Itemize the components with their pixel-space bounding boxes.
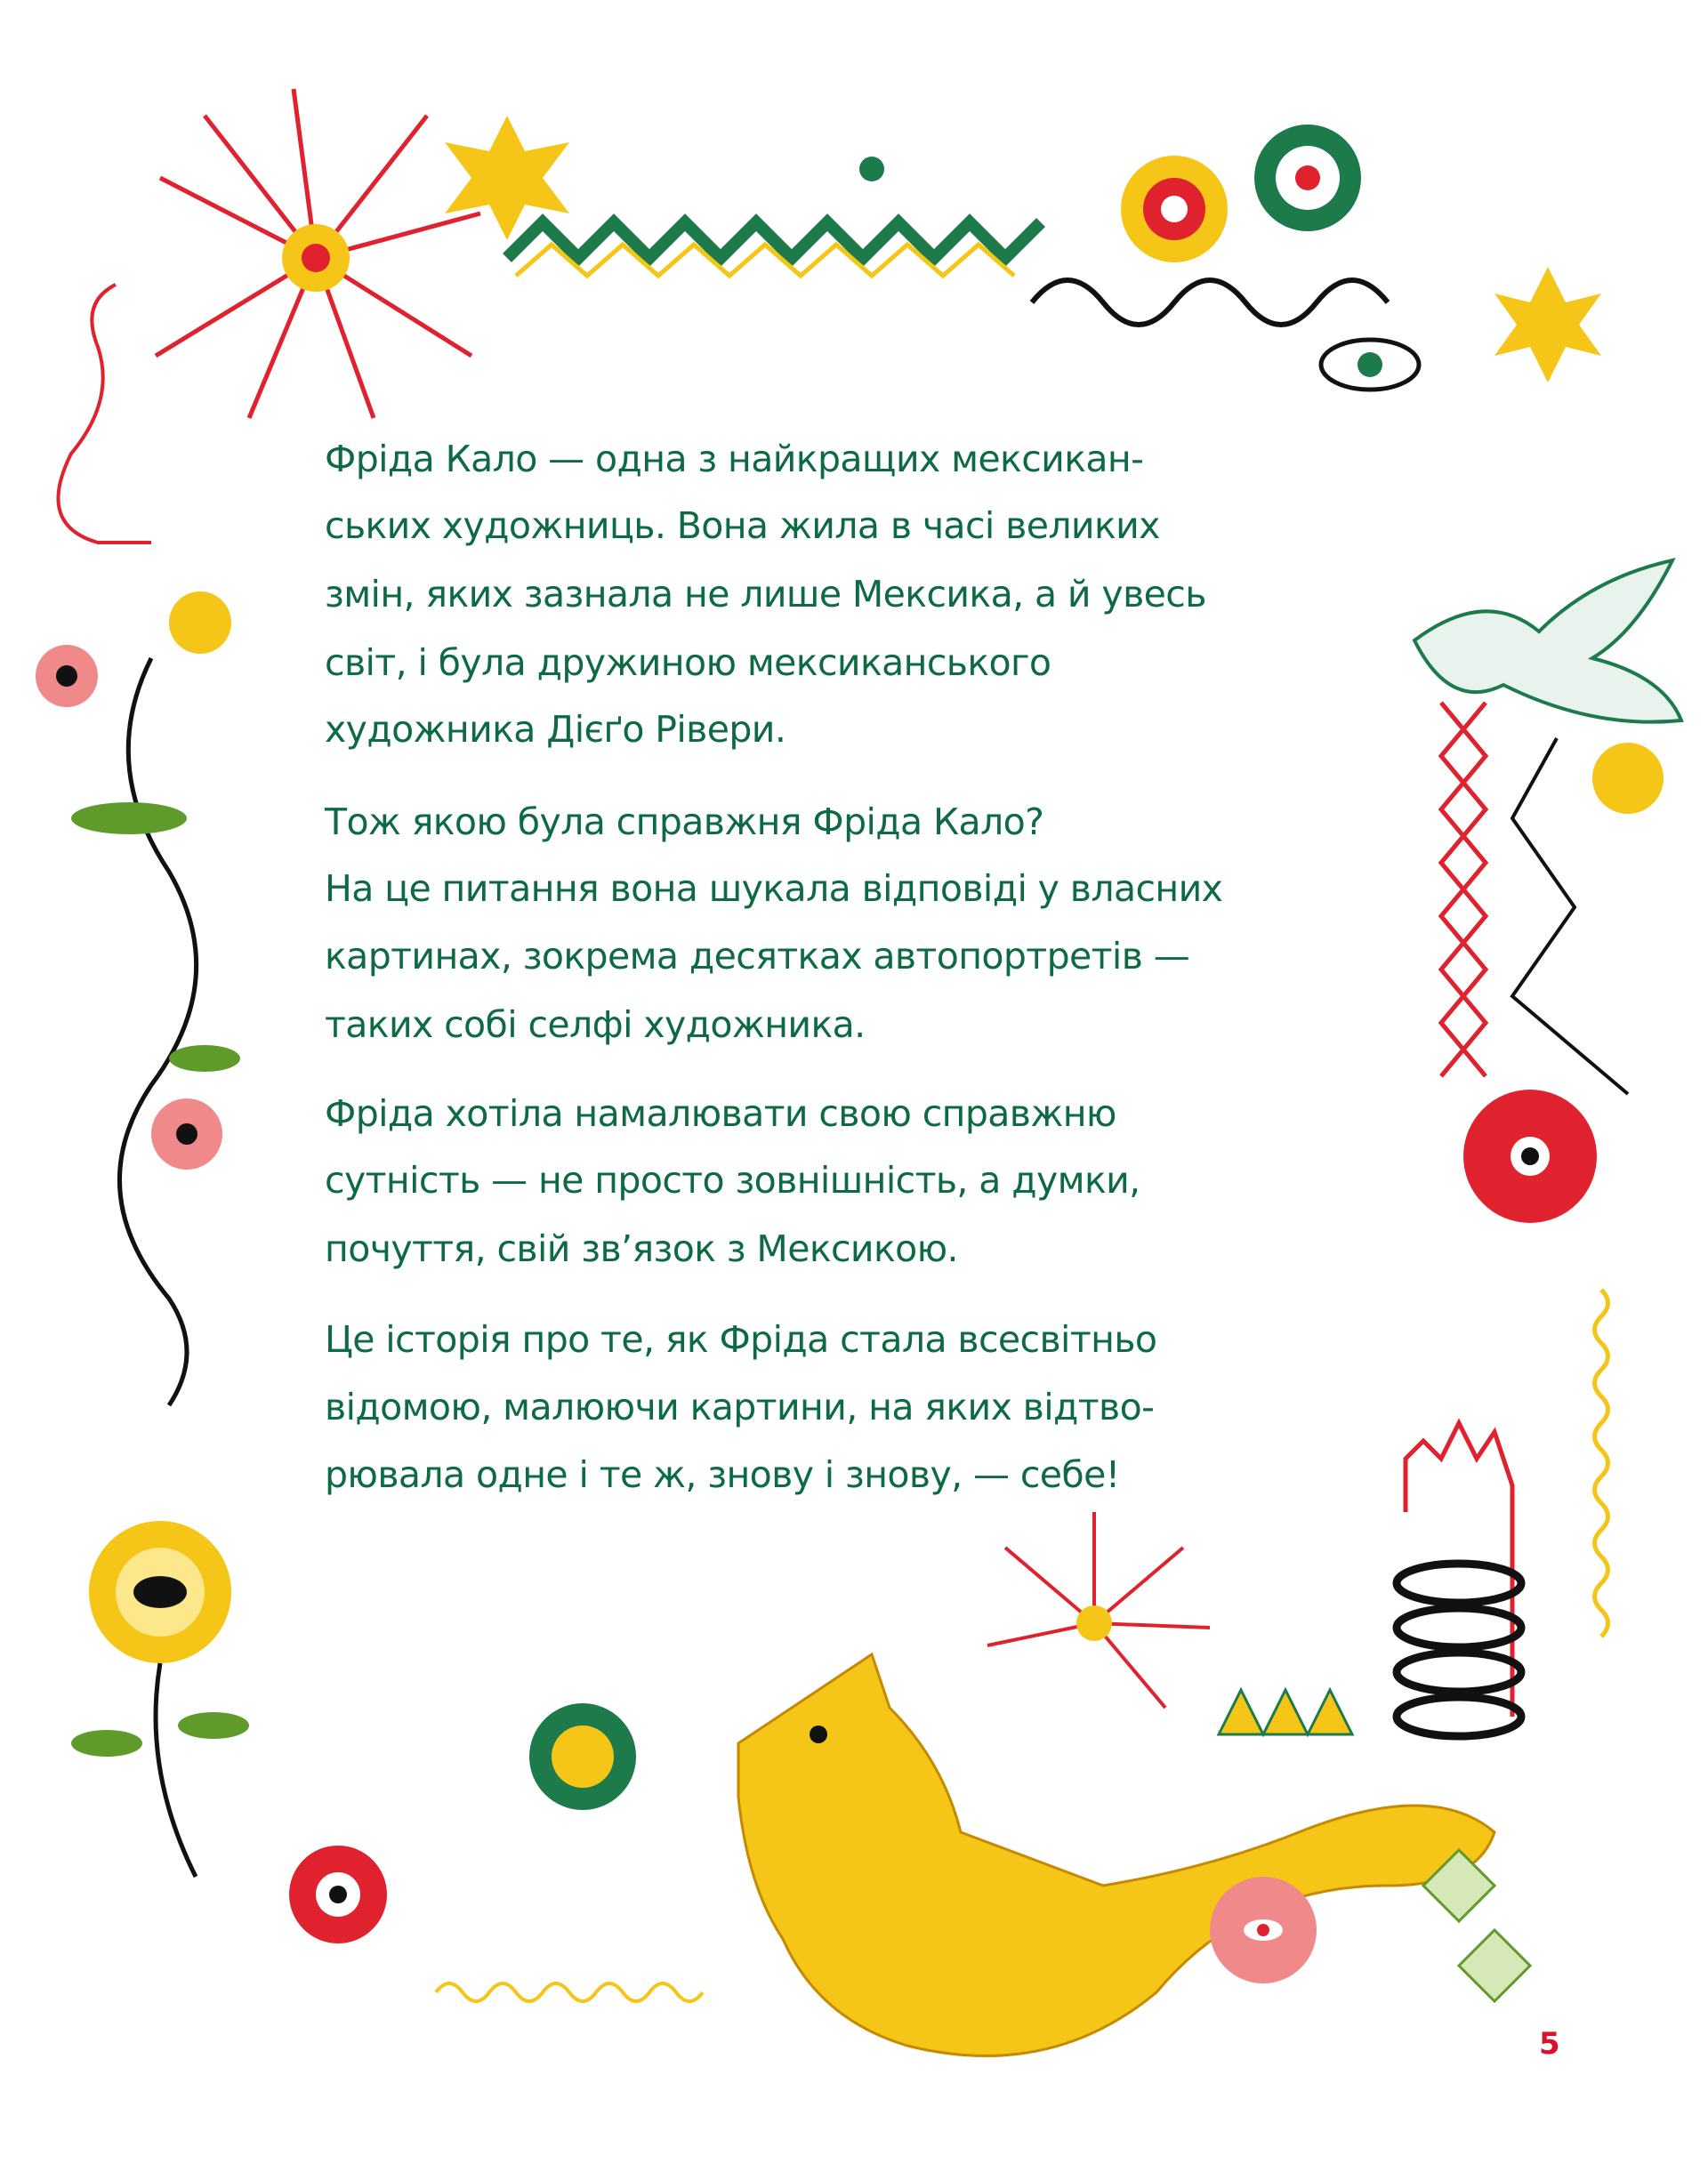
text-line: рювала одне і те ж, знову і знову, — себе!: [325, 1453, 1120, 1496]
text-line: сутність — не просто зовнішність, а думки,: [325, 1159, 1140, 1202]
page-number: 5: [1539, 2026, 1560, 2062]
text-line: Тож якою була справжня Фріда Кало?: [325, 800, 1044, 843]
text-line: світ, і була дружиною мексиканського: [325, 641, 1051, 684]
text-line: На це питання вона шукала відповіді у власних: [325, 867, 1223, 910]
dragon-icon: [738, 1654, 1494, 2055]
text-line: Це історія про те, як Фріда стала всесвітньо: [325, 1318, 1157, 1361]
text-line: змін, яких зазнала не лише Мексика, а й увесь: [325, 573, 1206, 615]
text-line: художника Дієґо Рівери.: [325, 708, 786, 751]
sun-icon: [1592, 743, 1664, 814]
vine-icon: [119, 658, 196, 1405]
leaf-icon: [1423, 1850, 1530, 2001]
text-line: почуття, свій зв’язок з Мексикою.: [325, 1227, 958, 1270]
foot-icon: [58, 285, 151, 543]
text-line: відомою, малюючи картини, на яких відтво-: [325, 1386, 1155, 1428]
star-icon: [445, 116, 569, 240]
text-line: таких собі селфі художника.: [325, 1003, 866, 1046]
text-line: Фріда Кало — одна з найкращих мексикан-: [325, 438, 1144, 480]
text-line: Фріда хотіла намалювати свою справжню: [325, 1092, 1116, 1135]
text-line: ських художниць. Вона жила в часі великих: [325, 504, 1160, 547]
sun-icon: [169, 591, 231, 654]
star-icon: [1494, 267, 1601, 382]
bird-icon: [1414, 560, 1681, 722]
text-line: картинах, зокрема десятках автопортретів —: [325, 935, 1190, 977]
